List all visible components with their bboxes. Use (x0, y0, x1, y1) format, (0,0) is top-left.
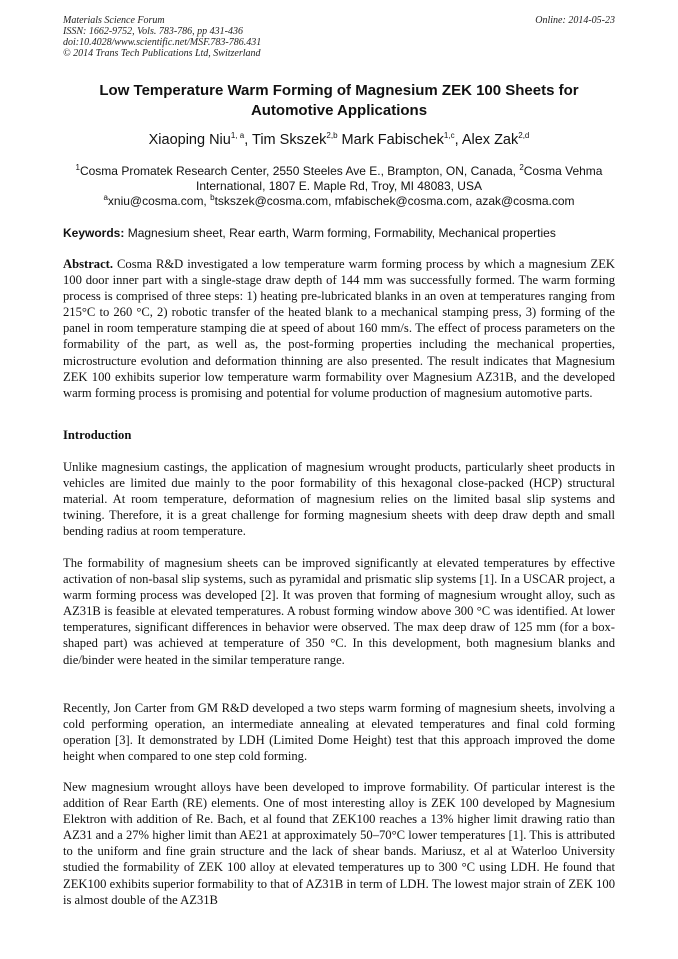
abstract-label: Abstract. (63, 257, 114, 271)
author-affil-sup: 2,d (518, 131, 530, 141)
email-text: tskszek@cosma.com, mfabischek@cosma.com, azak@cosma.com (214, 194, 575, 208)
affil-text: Cosma Vehma International, 1807 E. Maple Rd, Troy, MI 48083, USA (196, 164, 603, 193)
keywords-label: Keywords: (63, 226, 125, 240)
author-affil-sup: 2,b (326, 131, 338, 141)
author-affil-sup: 1,c (443, 131, 455, 141)
paragraph: Recently, Jon Carter from GM R&D developed a two steps warm forming of magnesium sheets, involving a cold performing operation, an intermediate annealing at elevated temperatures and final cold forming operation [3]. It demonstrated by LDH (Limited Dome Height) test that this approach improved the dome height when compared to one step cold forming. (63, 701, 615, 764)
affil-text: Cosma Promatek Research Center, 2550 Steeles Ave E., Brampton, ON, Canada, (79, 164, 520, 178)
paragraph: Unlike magnesium castings, the application of magnesium wrought products, particularly sheet products in vehicles are limited due mainly to the poor formability of this hexagonal close-packed (HCP) structural material. At room temperature, deformation of magnesium relies on the limited basal slip systems and twining. Therefore, it is a great challenge for forming magnesium sheets with deep draw depth and small bending radius at room temperature. (63, 460, 615, 539)
keywords (63, 226, 615, 241)
section-heading: Introduction (63, 428, 132, 442)
paragraph: New magnesium wrought alloys have been developed to improve formability. Of particular interest is the addition of Rear Earth (RE) elements. One of most interesting alloy is ZEK 100 developed by Magnesium Elektron with addition of Re. Bach, et al found that ZEK100 reaches a 13% higher limit drawing ratio than AZ31 and a 27% higher limit than AE21 at approximately 50–70°C lower temperatures [1]. This is attributed to the uniform and fine grain structure and the lack of shear bands. Mariusz, et al at Waterloo University studied the formability of ZEK 100 alloy at elevated temperatures up to 300 °C using LDH. He found that ZEK100 exhibits superior formability to that of AZ31B in term of LDH. The lowest major strain of ZEK 100 is almost double of the AZ31B (63, 780, 615, 907)
doi-line: doi:10.4028/www.scientific.net/MSF.783-786.431 (63, 37, 262, 48)
keywords-text: Magnesium sheet, Rear earth, Warm forming, Formability, Mechanical properties (124, 226, 556, 240)
paper-title: Low Temperature Warm Forming of Magnesium ZEK 100 Sheets for Automotive Applications (99, 82, 579, 119)
copyright-line: © 2014 Trans Tech Publications Ltd, Switzerland (63, 48, 261, 59)
journal-name: Materials Science Forum (63, 15, 165, 26)
author-name: Tim Skszek (252, 132, 327, 148)
paragraph: The formability of magnesium sheets can be improved significantly at elevated temperatures by effective activation of non-basal slip systems, such as pyramidal and prismatic slip systems [1]. In a USCAR project, a warm forming process was developed [2]. It was proven that forming of magnesium wrought alloy, such as AZ31B is feasible at elevated temperatures. A robust forming window above 300 °C was identified. At lower temperatures, significant differences in behavior were observed. The max deep draw of 125 mm (for a box-shaped part) was achieved at temperature of 350 °C. In this development, both magnesium blanks and die/binder were heated in the similar temperature range. (63, 556, 615, 667)
issn-line: ISSN: 1662-9752, Vols. 783-786, pp 431-436 (63, 26, 243, 37)
affil-sup: 1 (75, 163, 80, 172)
abstract (63, 256, 615, 401)
author-name: Xiaoping Niu (148, 132, 231, 148)
author-name: Mark Fabischek (341, 132, 444, 148)
affil-sup: 2 (519, 163, 524, 172)
author-name: Alex Zak (461, 132, 519, 148)
email-sup: b (210, 193, 215, 202)
author-affil-sup: 1, a (230, 131, 245, 141)
email-text: xniu@cosma.com, (107, 194, 211, 208)
affiliations (63, 164, 615, 209)
journal-header (63, 15, 615, 59)
email-sup: a (103, 193, 108, 202)
abstract-text: Cosma R&D investigated a low temperature warm forming process by which a magnesium ZEK 100 door inner part with a single-stage draw depth of 144 mm was successfully formed. The warm forming process is comprised of three steps: 1) heating pre-lubricated blanks in an oven at temperatures ranging from 215°C to 260 °C, 2) robotic transfer of the heated blank to a mechanical stamping press, 3) forming of the panel in room temperature stamping die at speed of about 160 mm/s. The effect of process parameters on the formability of the part, as well as, the post-forming properties including the mechanical properties, microstructure evolution and deformation thinning are also presented. The result indicates that Magnesium ZEK 100 exhibits superior low temperature warm formability over Magnesium AZ31B, and the developed warm forming process is promising and potential for volume production of magnesium automotive parts. (63, 257, 615, 400)
author-list: Xiaoping Niu$^{1, a}$, Tim Skszek$^{2,b}$ Mark Fabischek$^{1,c}$, Alex Zak$^{2,d}$ (148, 131, 530, 148)
online-date: Online: 2014-05-23 (535, 15, 615, 26)
